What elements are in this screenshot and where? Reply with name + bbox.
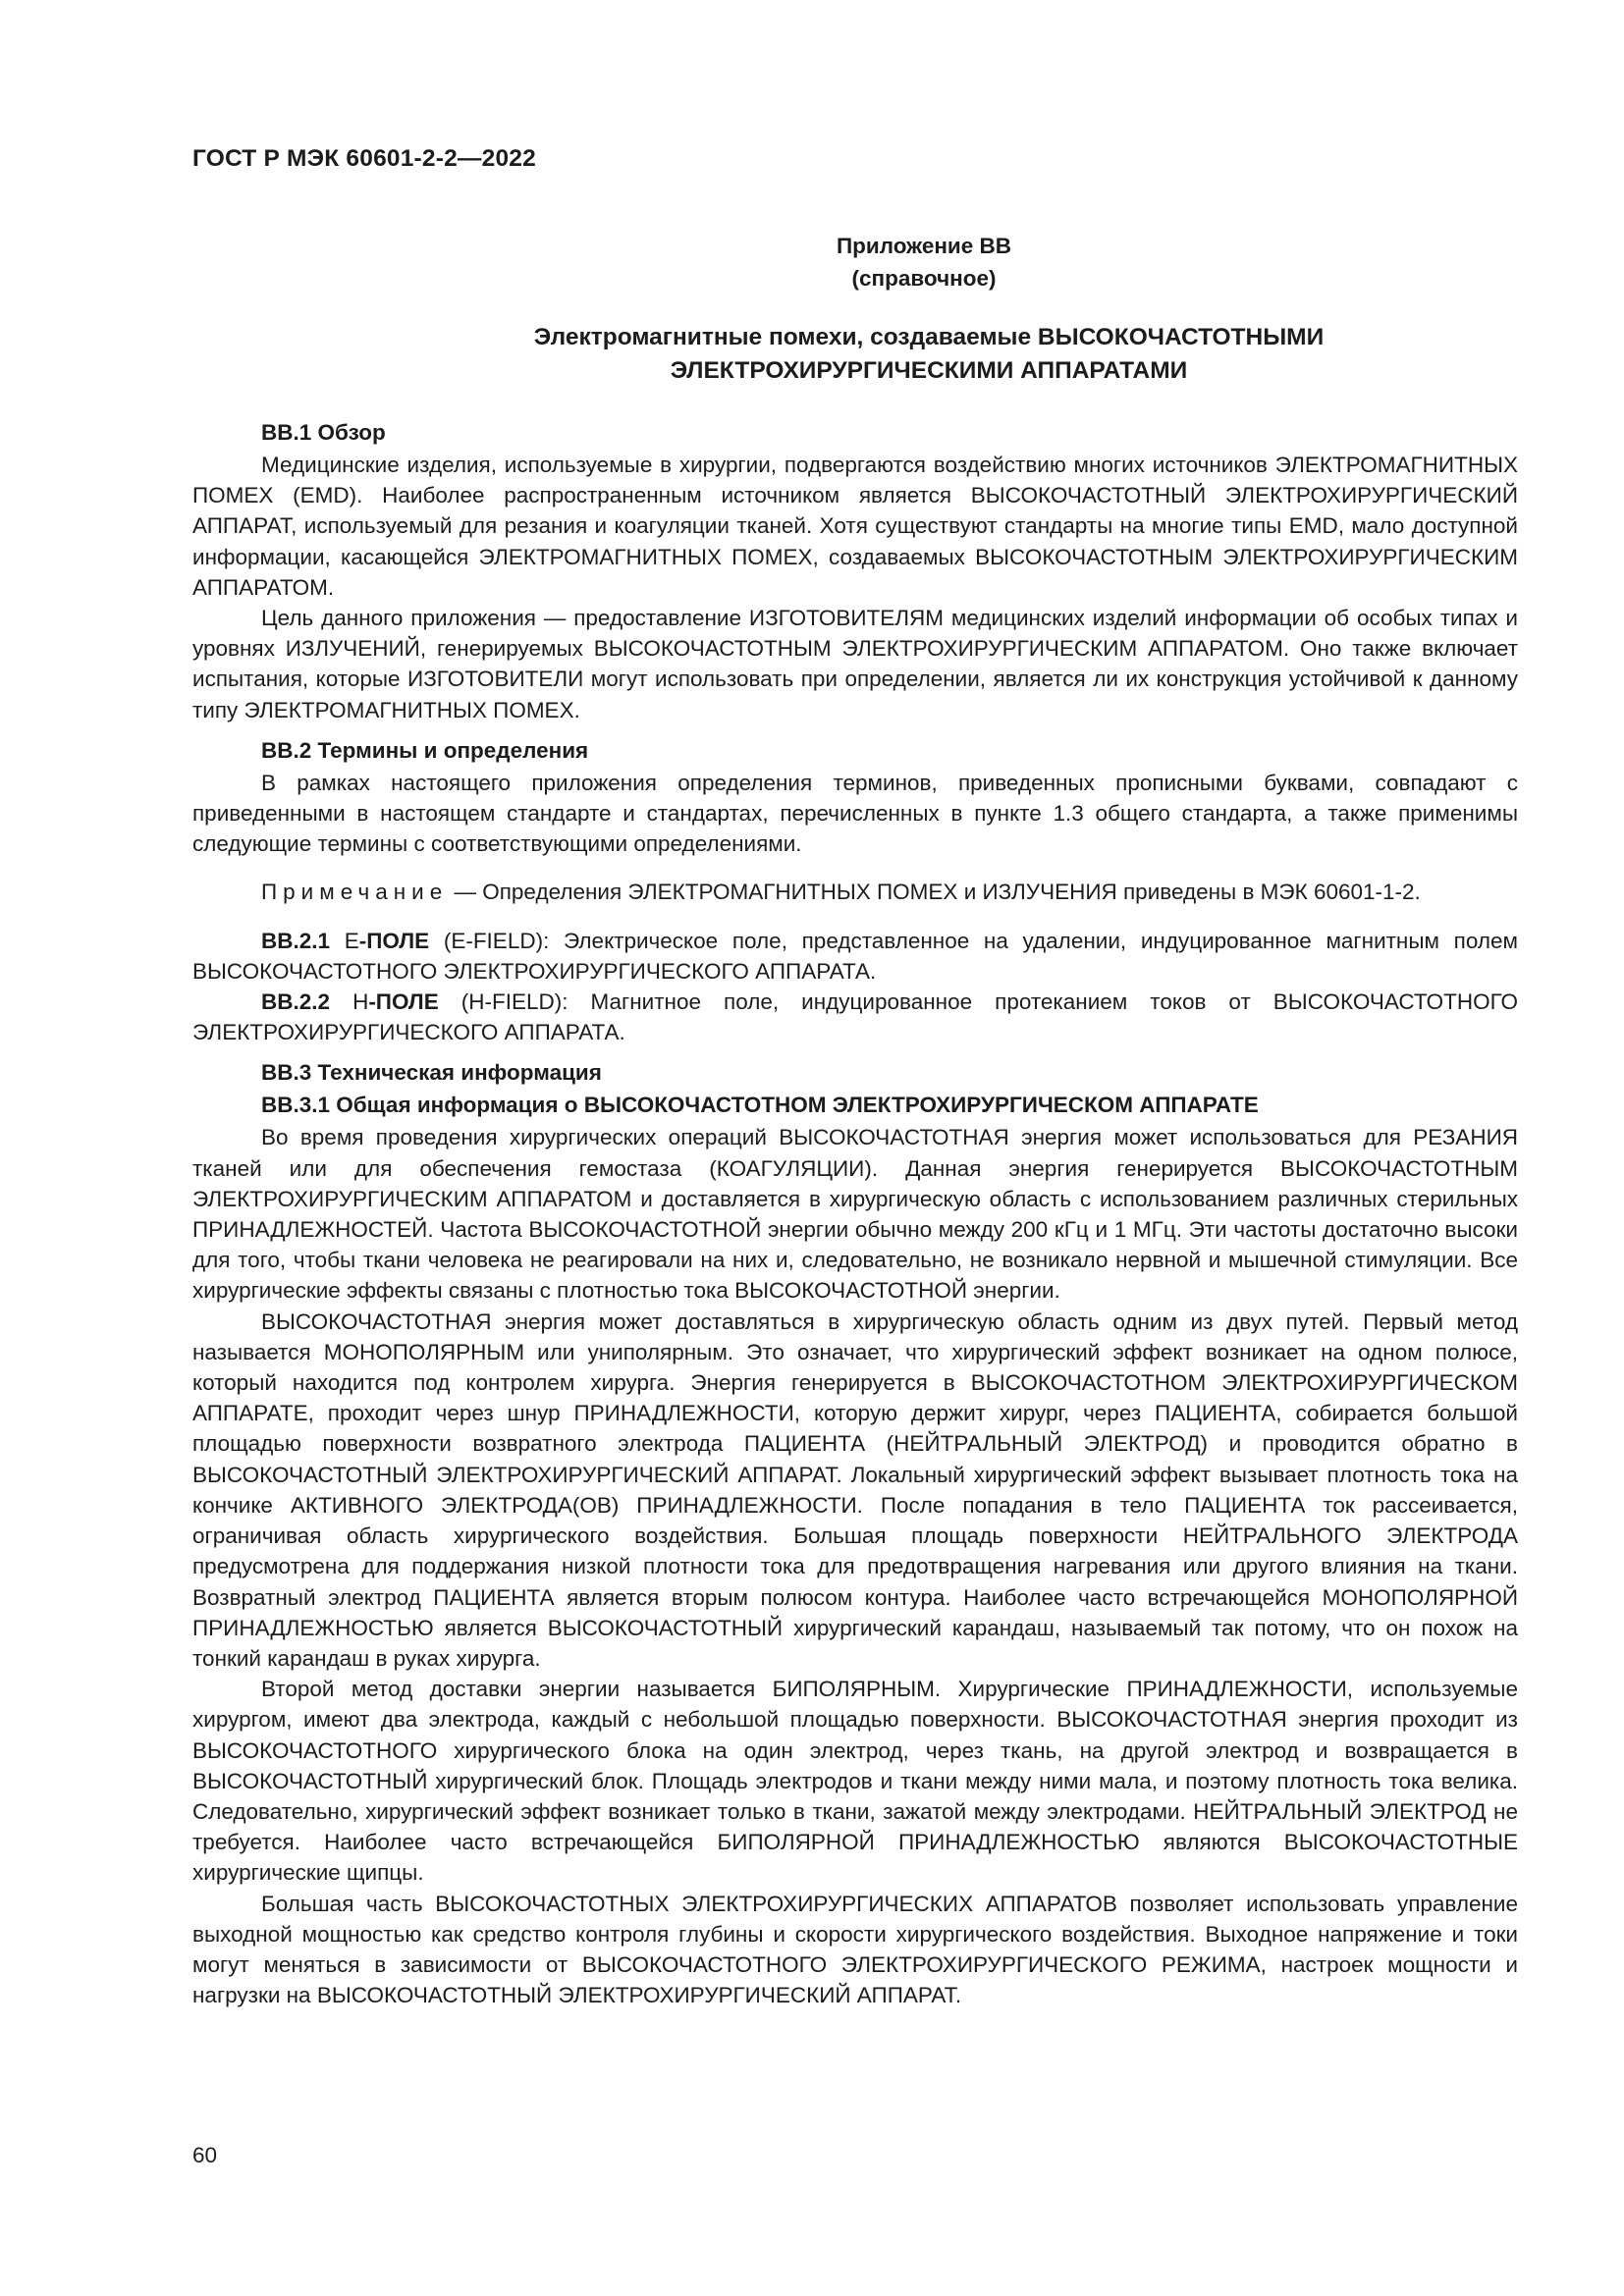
definition-term: -ПОЛЕ <box>368 989 439 1015</box>
definition-h-field <box>192 987 1518 1047</box>
annex-label: Приложение ВВ <box>836 234 1012 258</box>
paragraph: Второй метод доставки энергии называется БИПОЛЯРНЫМ. Хирургические ПРИНАДЛЕЖНОСТИ, используемые хирургом, имеют два электрода, каждый с небольшой площадью поверхности. ВЫСОКОЧАСТОТНАЯ энергия проходит из ВЫСОКОЧАСТОТНОГО хирургического блока на один электрод, через ткань, на другой электрод и возвращается в ВЫСОКОЧАСТОТНЫЙ хирургический блок. Площадь электродов и ткани между ними мала, и поэтому плотность тока велика. Следовательно, хирургический эффект возникает только в ткани, зажатой между электродами. НЕЙТРАЛЬНЫЙ ЭЛЕКТРОД не требуется. Наиболее часто встречающейся БИПОЛЯРНОЙ ПРИНАДЛЕЖНОСТЬЮ являются ВЫСОКОЧАСТОТНЫЕ хирургические щипцы. <box>192 1677 1518 1886</box>
definition-text: (E-FIELD): Электрическое поле, представленное на удалении, индуцированное магнитным полем ВЫСОКОЧАСТОТНОГО ЭЛЕКТРОХИРУРГИЧЕСКОГО АППАРАТА. <box>192 928 1518 984</box>
section-heading-bb3: ВВ.3 Техническая информация <box>261 1060 602 1086</box>
definition-letter: Н <box>330 989 369 1015</box>
section-heading-bb2: ВВ.2 Термины и определения <box>261 737 589 763</box>
definition-letter: Е <box>330 928 359 953</box>
paragraph: В рамках настоящего приложения определения терминов, приведенных прописными буквами, совпадают с приведенными в настоящем стандарте и стандартах, перечисленных в пункте 1.3 общего стандарта, а также применимы следующие термины с соответствующими определениями. <box>192 770 1518 857</box>
definition-text: (H-FIELD): Магнитное поле, индуцированное протеканием токов от ВЫСОКОЧАСТОТНОГО ЭЛЕКТРОХИРУРГИЧЕСКОГО АППАРАТА. <box>192 989 1518 1045</box>
note <box>192 877 1518 907</box>
note-text: — Определения ЭЛЕКТРОМАГНИТНЫХ ПОМЕХ и ИЗЛУЧЕНИЯ приведены в МЭК 60601-1-2. <box>448 880 1421 905</box>
annex-title <box>192 321 1518 388</box>
paragraph: ВЫСОКОЧАСТОТНАЯ энергия может доставляться в хирургическую область одним из двух путей. Первый метод называется МОНОПОЛЯРНЫМ или униполярным. Это означает, что хирургический эффект возникает на одном полюсе, который находится под контролем хирурга. Энергия генерируется в ВЫСОКОЧАСТОТНОМ ЭЛЕКТРОХИРУРГИЧЕСКОМ АППАРАТЕ, проходит через шнур ПРИНАДЛЕЖНОСТИ, которую держит хирург, через ПАЦИЕНТА, собирается большой площадью поверхности возвратного электрода ПАЦИЕНТА (НЕЙТРАЛЬНЫЙ ЭЛЕКТРОД) и проводится обратно в ВЫСОКОЧАСТОТНЫЙ ЭЛЕКТРОХИРУРГИЧЕСКИЙ АППАРАТ. Локальный хирургический эффект вызывает плотность тока на кончике АКТИВНОГО ЭЛЕКТРОДА(ОВ) ПРИНАДЛЕЖНОСТИ. После попадания в тело ПАЦИЕНТА ток рассеивается, ограничивая область хирургического воздействия. Большая площадь поверхности НЕЙТРАЛЬНОГО ЭЛЕКТРОДА предусмотрена для поддержания низкой плотности тока для предотвращения нагревания или другого влияния на ткани. Возвратный электрод ПАЦИЕНТА является вторым полюсом контура. Наиболее часто встречающейся МОНОПОЛЯРНОЙ ПРИНАДЛЕЖНОСТЬЮ является ВЫСОКОЧАСТОТНЫЙ хирургический карандаш, называемый так потому, что он похож на тонкий карандаш в руках хирурга. <box>192 1308 1518 1671</box>
paragraph: Во время проведения хирургических операций ВЫСОКОЧАСТОТНАЯ энергия может использоваться для РЕЗАНИЯ тканей или для обеспечения гемостаза (КОАГУЛЯЦИИ). Данная энергия генерируется ВЫСОКОЧАСТОТНЫМ ЭЛЕКТРОХИРУРГИЧЕСКИМ АППАРАТОМ и доставляется в хирургическую область с использованием различных стерильных ПРИНАДЛЕЖНОСТЕЙ. Частота ВЫСОКОЧАСТОТНОЙ энергии обычно между 200 кГц и 1 МГц. Эти частоты достаточно высоки для того, чтобы ткани человека не реагировали на них и, следовательно, не возникало нервной и мышечной стимуляции. Все хирургические эффекты связаны с плотностью тока ВЫСОКОЧАСТОТНОЙ энергии. <box>192 1125 1518 1304</box>
definition-e-field <box>192 926 1518 987</box>
page-number: 60 <box>192 2143 218 2167</box>
definition-number: ВВ.2.1 <box>261 928 331 953</box>
section-heading-bb1: ВВ.1 Обзор <box>261 420 386 445</box>
annex-title-line-2: ЭЛЕКТРОХИРУРГИЧЕСКИМИ АППАРАТАМИ <box>670 357 1188 384</box>
definition-term: -ПОЛЕ <box>358 928 430 953</box>
note-label: Примечание <box>261 880 449 905</box>
paragraph: Большая часть ВЫСОКОЧАСТОТНЫХ ЭЛЕКТРОХИРУРГИЧЕСКИХ АППАРАТОВ позволяет использовать управление выходной мощностью как средство контроля глубины и скорости хирургического воздействия. Выходное напряжение и токи могут меняться в зависимости от ВЫСОКОЧАСТОТНОГО ЭЛЕКТРОХИРУРГИЧЕСКОГО РЕЖИМА, настроек мощности и нагрузки на ВЫСОКОЧАСТОТНЫЙ ЭЛЕКТРОХИРУРГИЧЕСКИЙ АППАРАТ. <box>192 1891 1518 2008</box>
annex-type: (справочное) <box>851 266 997 291</box>
document-header: ГОСТ Р МЭК 60601-2-2—2022 <box>192 145 536 172</box>
paragraph: Цель данного приложения — предоставление ИЗГОТОВИТЕЛЯМ медицинских изделий информации об особых типах и уровнях ИЗЛУЧЕНИЙ, генерируемых ВЫСОКОЧАСТОТНЫМ ЭЛЕКТРОХИРУРГИЧЕСКИМ АППАРАТОМ. Оно также включает испытания, которые ИЗГОТОВИТЕЛИ могут использовать при определении, является ли их конструкция устойчивой к данному типу ЭЛЕКТРОМАГНИТНЫХ ПОМЕХ. <box>192 606 1518 722</box>
paragraph: Медицинские изделия, используемые в хирургии, подвергаются воздействию многих источников ЭЛЕКТРОМАГНИТНЫХ ПОМЕХ (EMD). Наиболее распространенным источником является ВЫСОКОЧАСТОТНЫЙ ЭЛЕКТРОХИРУРГИЧЕСКИЙ АППАРАТ, используемый для резания и коагуляции тканей. Хотя существуют стандарты на многие типы EMD, мало доступной информации, касающейся ЭЛЕКТРОМАГНИТНЫХ ПОМЕХ, создаваемых ВЫСОКОЧАСТОТНЫМ ЭЛЕКТРОХИРУРГИЧЕСКИМ АППАРАТОМ. <box>192 453 1518 600</box>
subsection-heading-bb3-1: ВВ.3.1 Общая информация о ВЫСОКОЧАСТОТНОМ ЭЛЕКТРОХИРУРГИЧЕСКОМ АППАРАТЕ <box>261 1093 1259 1118</box>
annex-title-line-1: Электромагнитные помехи, создаваемые ВЫСОКОЧАСТОТНЫМИ <box>533 324 1325 350</box>
definition-number: ВВ.2.2 <box>261 989 331 1015</box>
document-page <box>192 145 1518 2010</box>
